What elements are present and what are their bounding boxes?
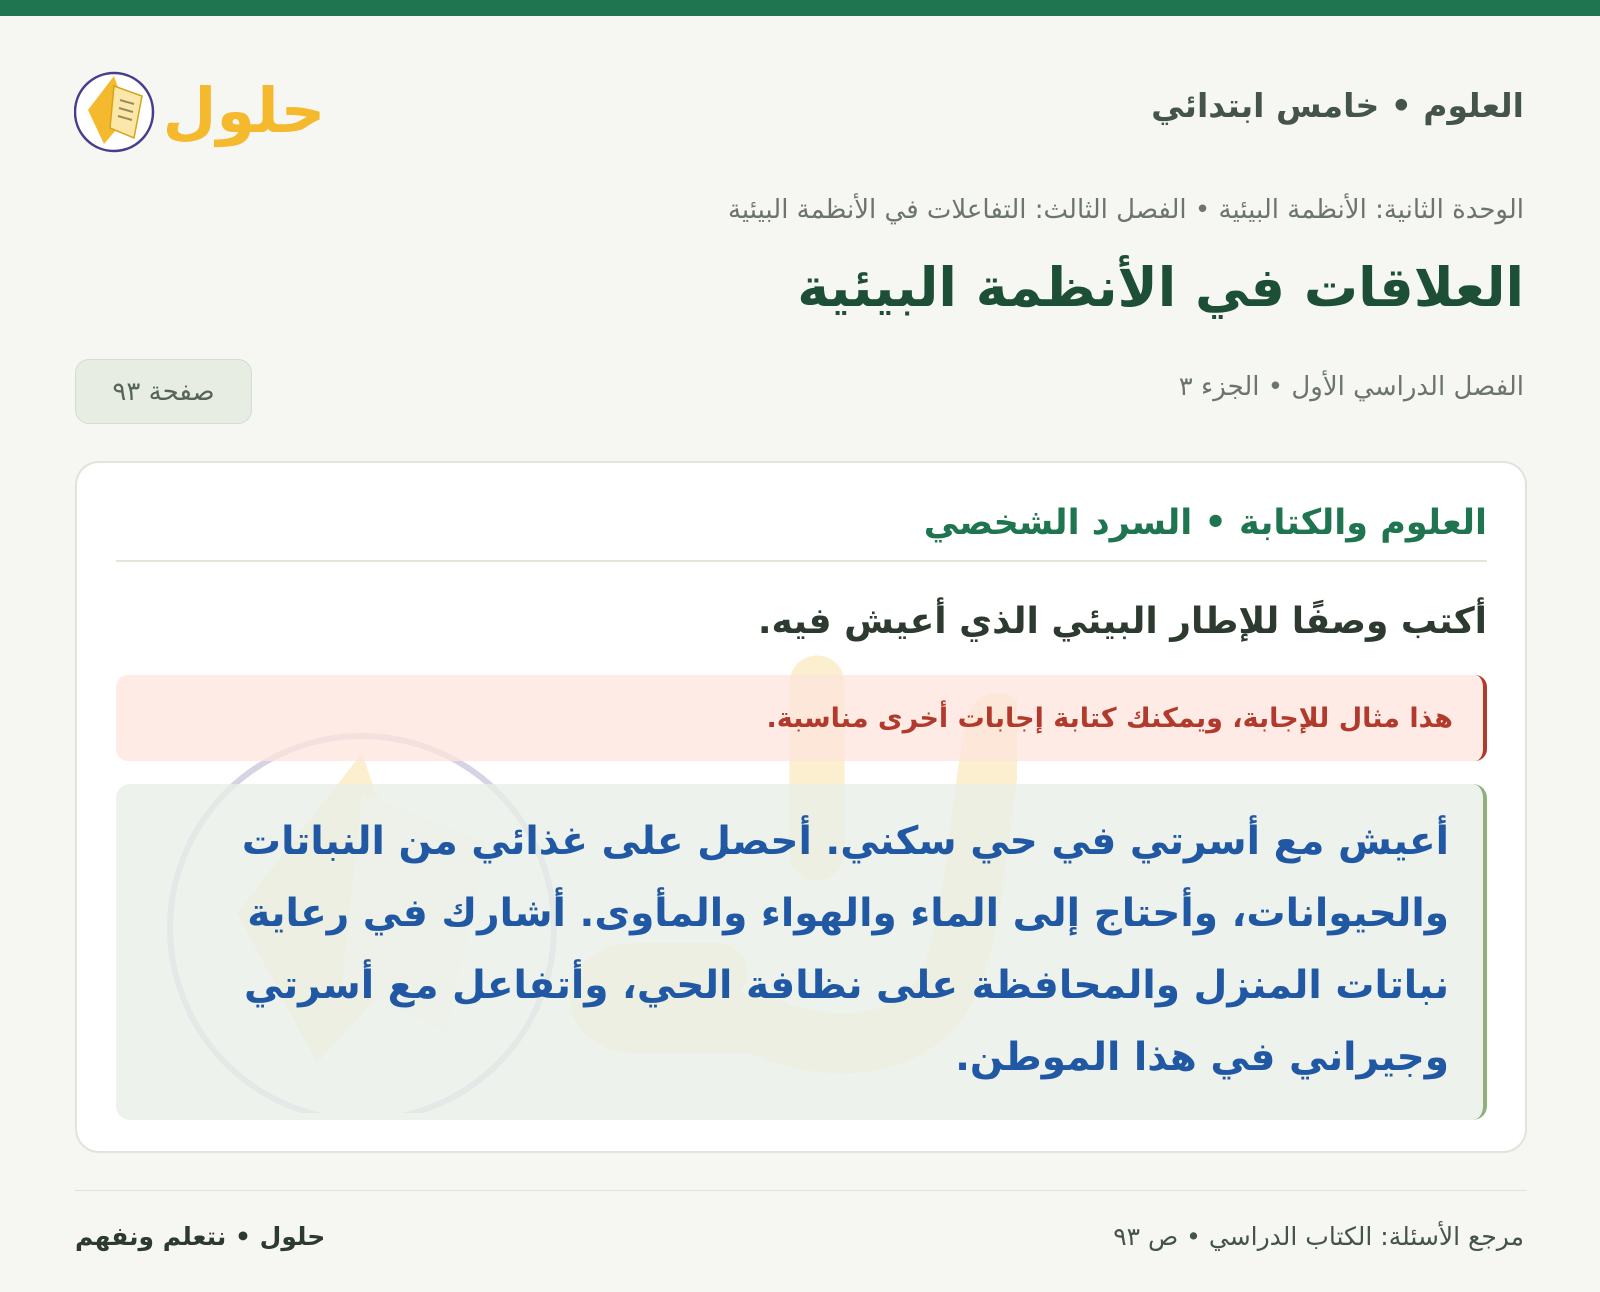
footer-reference: مرجع الأسئلة: الكتاب الدراسي • ص ٩٣ — [1113, 1222, 1524, 1251]
footer-brand: حلول • نتعلم ونفهم — [75, 1222, 326, 1251]
footer-divider — [75, 1190, 1527, 1191]
section-divider — [116, 560, 1487, 562]
top-accent-bar — [0, 0, 1600, 16]
answer-box — [116, 784, 1487, 1120]
question-text: أكتب وصفًا للإطار البيئي الذي أعيش فيه. — [757, 601, 1487, 642]
logo-text: حلول — [162, 74, 326, 147]
answer-note-alert — [116, 675, 1487, 761]
exercise-card — [75, 461, 1527, 1153]
page-number-badge: صفحة ٩٣ — [75, 359, 252, 424]
section-heading: العلوم والكتابة • السرد الشخصي — [923, 503, 1487, 543]
subject-grade-label: العلوم • خامس ابتدائي — [1151, 86, 1524, 125]
page-title: العلاقات في الأنظمة البيئية — [797, 256, 1524, 319]
breadcrumb: الوحدة الثانية: الأنظمة البيئية • الفصل الثالث: التفاعلات في الأنظمة البيئية — [727, 195, 1524, 225]
answer-note-text: هذا مثال للإجابة، ويمكنك كتابة إجابات أخرى مناسبة. — [766, 702, 1453, 734]
term-info: الفصل الدراسي الأول • الجزء ٣ — [1178, 372, 1524, 402]
answer-text: أعيش مع أسرتي في حي سكني. أحصل على غذائي من النباتات والحيوانات، وأحتاج إلى الماء والهواء والمأوى. أشارك في رعاية نباتات المنزل والمحافظة على نظافة الحي، وأتفاعل مع أسرتي وجيراني في هذا الموطن. — [241, 819, 1449, 1080]
site-logo[interactable] — [74, 56, 334, 156]
logo-icon — [74, 56, 334, 156]
